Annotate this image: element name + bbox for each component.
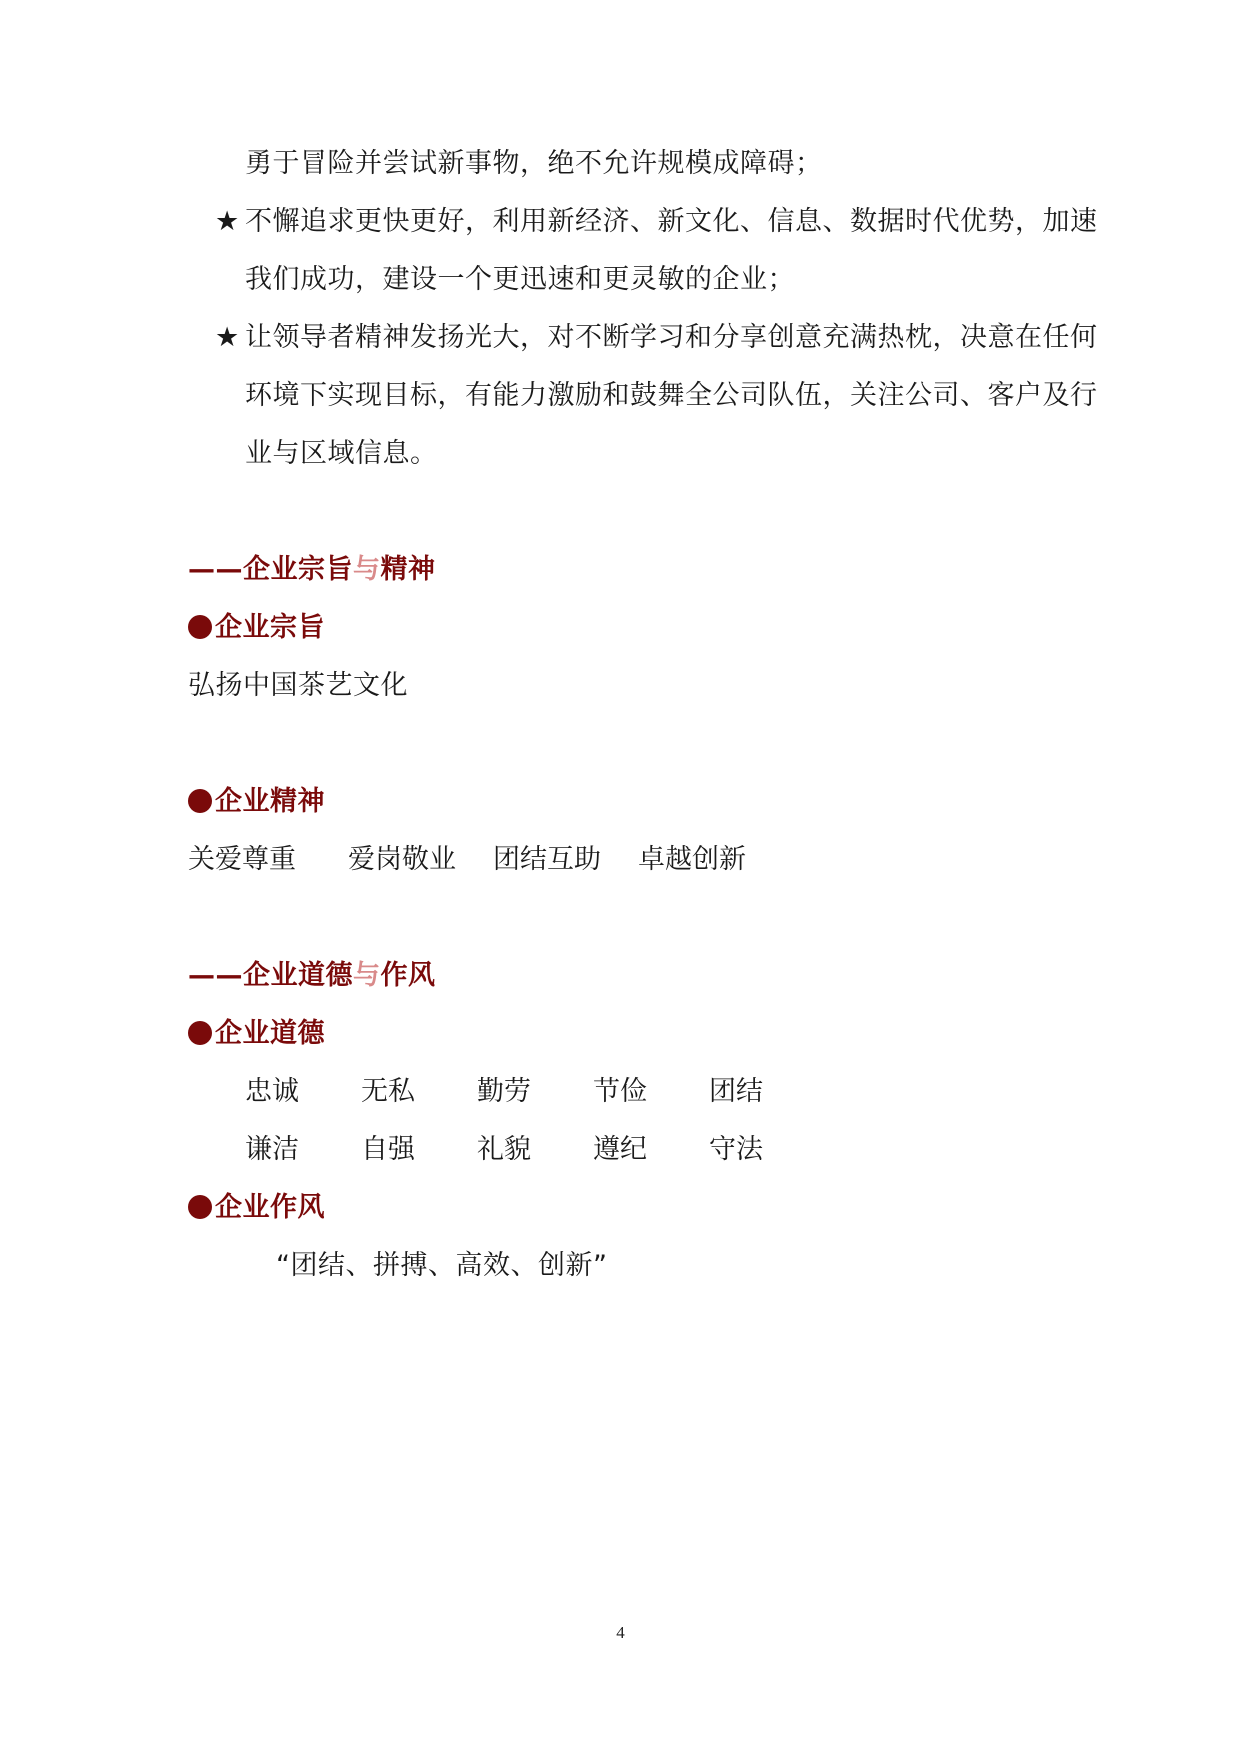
section-title-connector: 与 xyxy=(353,554,381,585)
round-bullet-icon xyxy=(188,1021,212,1045)
ethics-item: 自强 xyxy=(361,1134,415,1165)
section-title-ethics-style xyxy=(188,958,436,994)
purpose-text: 弘扬中国茶艺文化 xyxy=(188,670,408,701)
ethics-item: 节俭 xyxy=(593,1076,647,1107)
section-title-part: 作风 xyxy=(380,960,436,991)
section-title-part: 精神 xyxy=(380,554,436,585)
ethics-item: 礼貌 xyxy=(477,1134,531,1165)
spirit-item: 卓越创新 xyxy=(638,844,746,875)
bullet-2-line-2: 环境下实现目标，有能力激励和鼓舞全公司队伍，关注公司、客户及行 xyxy=(245,380,1098,411)
bullet-1-line-2: 我们成功，建设一个更迅速和更灵敏的企业； xyxy=(245,264,795,295)
subheading-spirit xyxy=(188,784,325,820)
ethics-item: 团结 xyxy=(709,1076,763,1107)
bullet-1-line-1: 不懈追求更快更好，利用新经济、新文化、信息、数据时代优势，加速 xyxy=(245,206,1098,237)
spirit-item: 爱岗敬业 xyxy=(348,844,456,875)
round-bullet-icon xyxy=(188,789,212,813)
ethics-item: 遵纪 xyxy=(593,1134,647,1165)
ethics-item: 守法 xyxy=(709,1134,763,1165)
continuation-line: 勇于冒险并尝试新事物，绝不允许规模成障碍； xyxy=(245,148,823,179)
ethics-item: 谦洁 xyxy=(245,1134,299,1165)
subheading-label: 企业宗旨 xyxy=(215,612,325,643)
style-text: “团结、拼搏、高效、创新” xyxy=(276,1250,608,1281)
subheading-label: 企业道德 xyxy=(215,1018,325,1049)
spirit-item: 团结互助 xyxy=(493,844,601,875)
subheading-label: 企业作风 xyxy=(215,1192,325,1223)
star-bullet-icon: ★ xyxy=(215,322,240,353)
round-bullet-icon xyxy=(188,615,212,639)
spirit-item: 关爱尊重 xyxy=(188,844,296,875)
bullet-2-line-1: 让领导者精神发扬光大，对不断学习和分享创意充满热枕，决意在任何 xyxy=(245,322,1098,353)
subheading-label: 企业精神 xyxy=(215,786,325,817)
star-bullet-icon: ★ xyxy=(215,206,240,237)
subheading-ethics xyxy=(188,1016,325,1052)
round-bullet-icon xyxy=(188,1195,212,1219)
ethics-item: 忠诚 xyxy=(245,1076,299,1107)
subheading-style xyxy=(188,1190,325,1226)
bullet-2-line-3: 业与区域信息。 xyxy=(245,438,438,469)
section-title-purpose-spirit xyxy=(188,552,436,588)
section-title-part: ——企业宗旨 xyxy=(188,554,353,585)
section-title-part: ——企业道德 xyxy=(188,960,353,991)
ethics-item: 勤劳 xyxy=(477,1076,531,1107)
subheading-purpose xyxy=(188,610,325,646)
ethics-item: 无私 xyxy=(361,1076,415,1107)
page-number: 4 xyxy=(616,1623,625,1642)
section-title-connector: 与 xyxy=(353,960,381,991)
